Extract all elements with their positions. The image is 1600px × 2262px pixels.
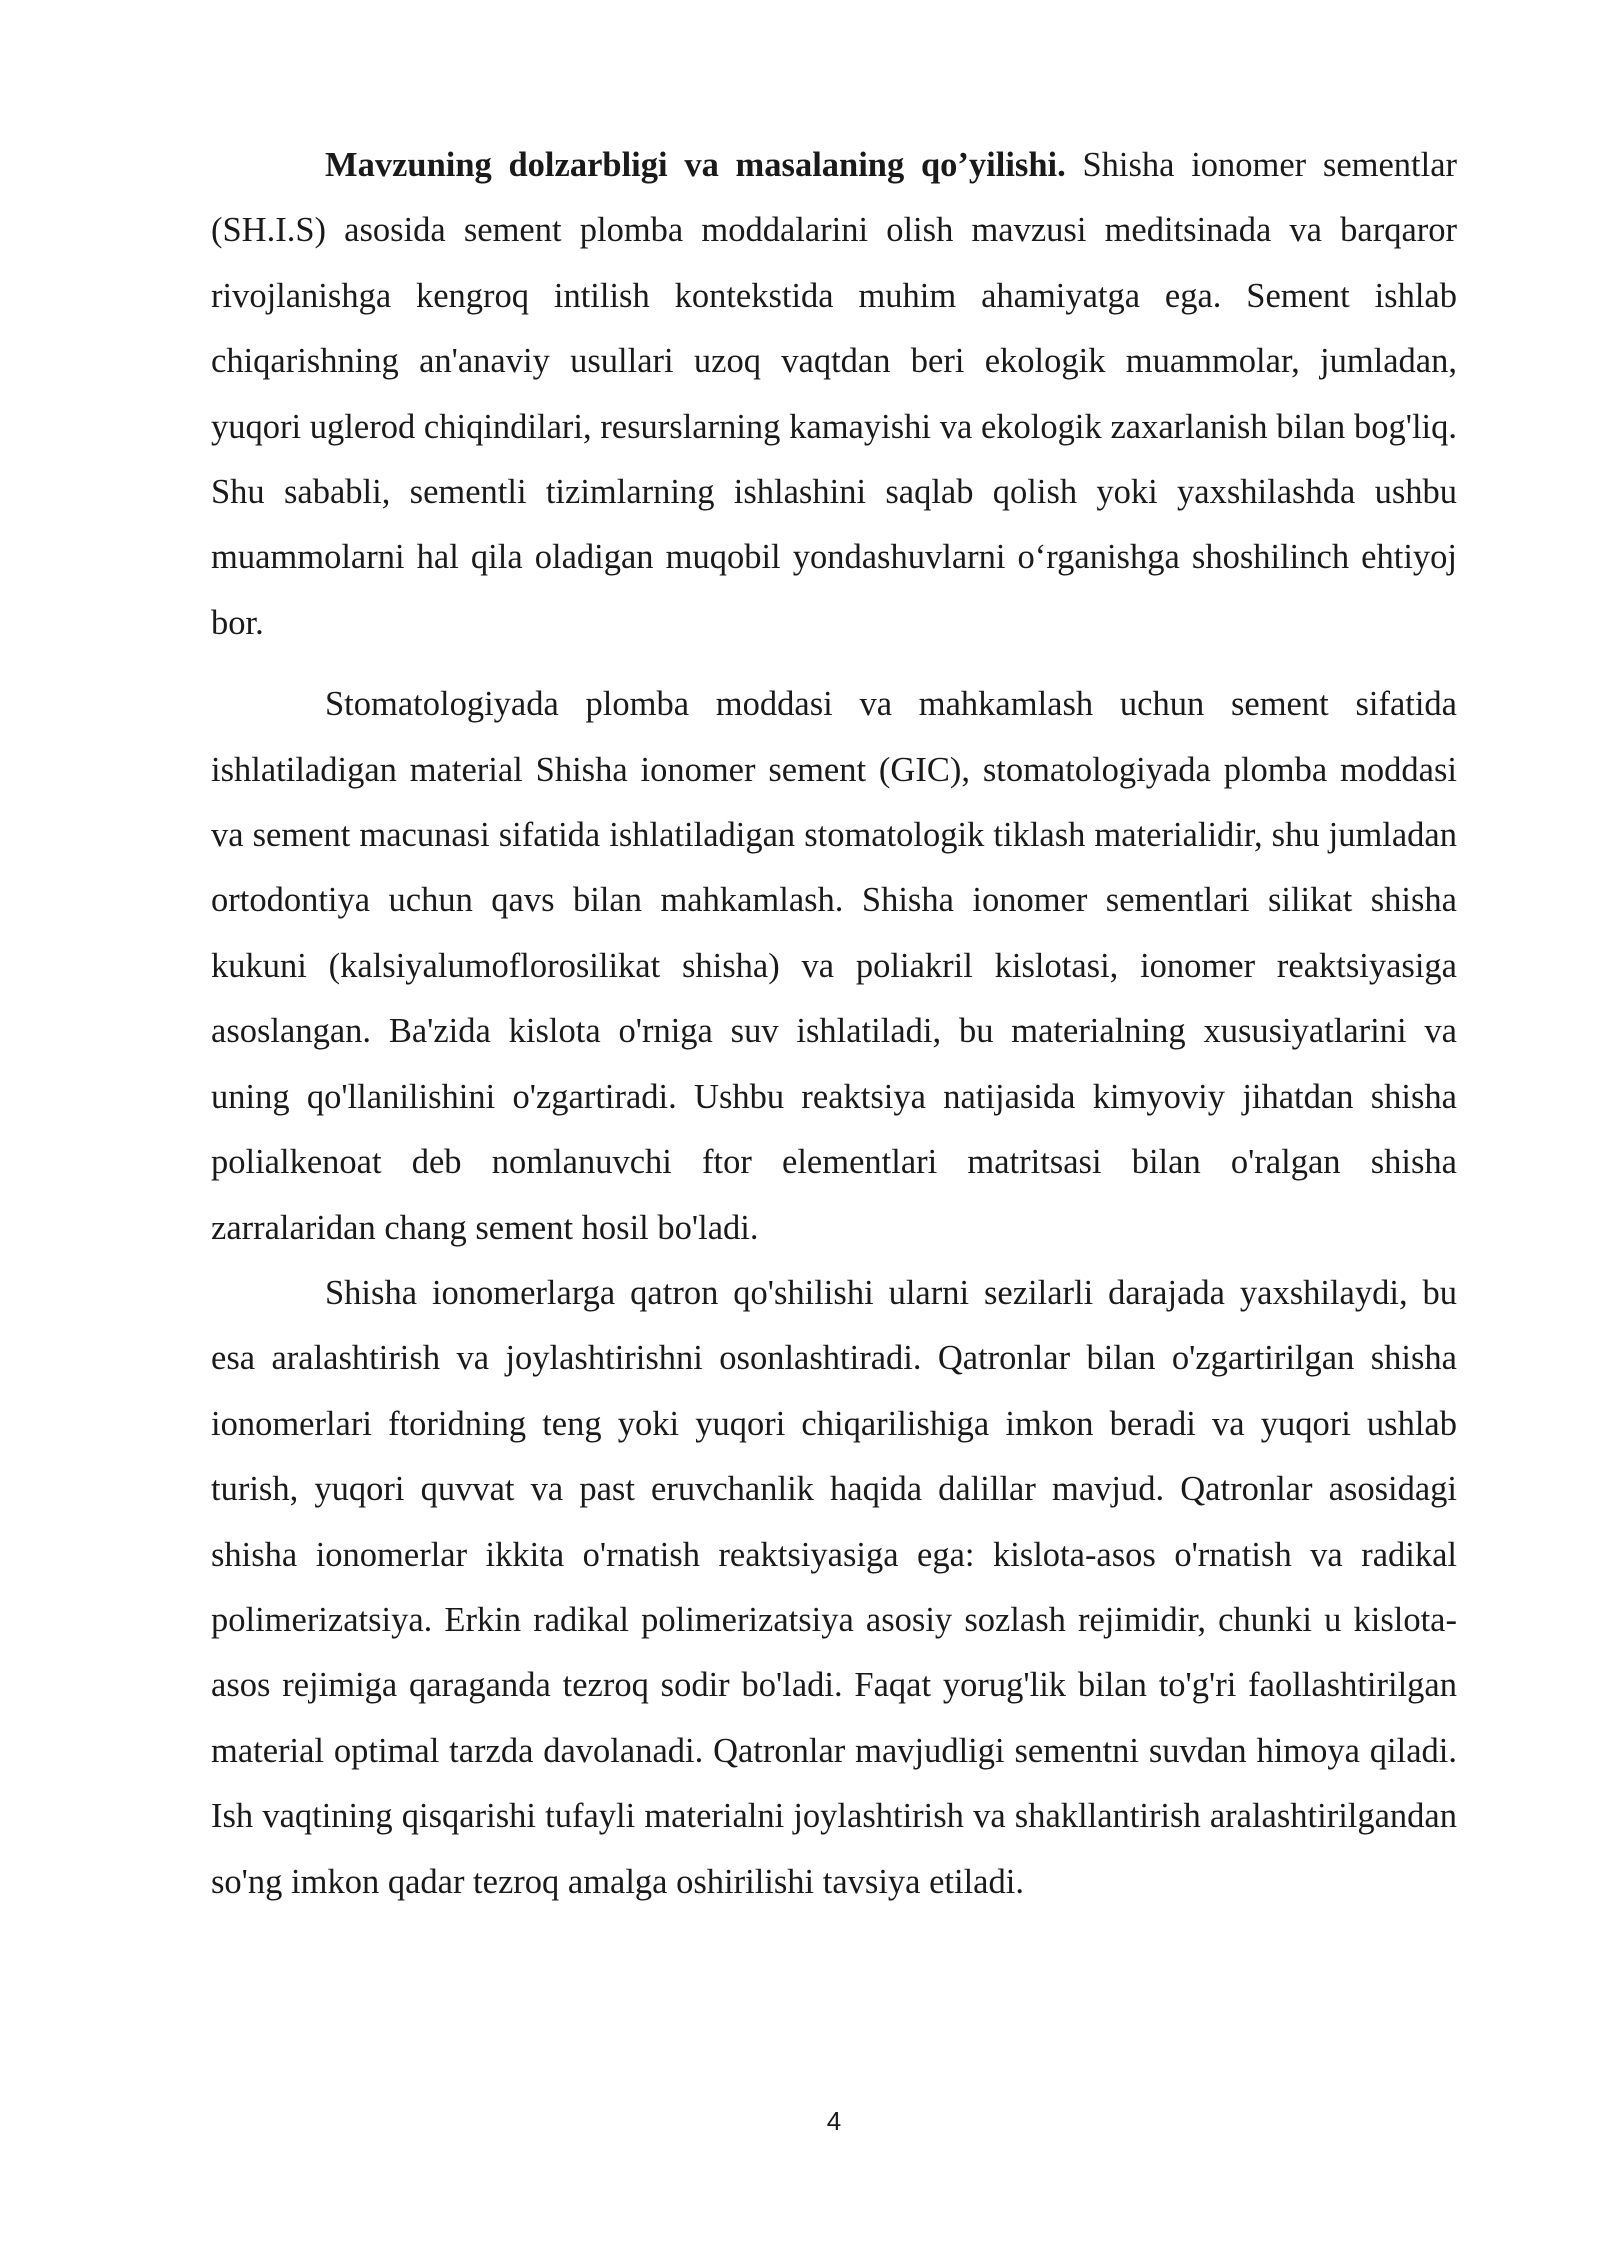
paragraph-resin-modified <box>211 1261 1457 1915</box>
paragraph-gic-definition <box>211 672 1457 1261</box>
paragraph-relevance <box>211 133 1457 656</box>
paragraph-text: Stomatologiyada plomba moddasi va mahkamlash uchun sement sifatida ishlatiladigan material Shisha ionomer sement (GIC), stomatologiyada plomba moddasi va sement macunasi sifatida ishlatiladigan stomatologik tiklash materialidir, shu jumladan ortodontiya uchun qavs bilan mahkamlash. Shisha ionomer sementlari silikat shisha kukuni (kalsiyalumoflorosilikat shisha) va poliakril kislotasi, ionomer reaktsiyasiga asoslangan. Ba'zida kislota o'rniga suv ishlatiladi, bu materialning xususiyatlarini va uning qo'llanilishini o'zgartiradi. Ushbu reaktsiya natijasida kimyoviy jihatdan shisha polialkenoat deb nomlanuvchi ftor elementlari matritsasi bilan o'ralgan shisha zarralaridan chang sement hosil bo'ladi. <box>211 685 1457 1247</box>
page-number: 4 <box>826 2106 842 2136</box>
paragraph-text: Shisha ionomer sementlar (SH.I.S) asosida sement plomba moddalarini olish mavzusi meditsinada va barqaror rivojlanishga kengroq intilish kontekstida muhim ahamiyatga ega. Sement ishlab chiqarishning an'anaviy usullari uzoq vaqtdan beri ekologik muammolar, jumladan, yuqori uglerod chiqindilari, resurslarning kamayishi va ekologik zaxarlanish bilan bog'liq. Shu sababli, sementli tizimlarning ishlashini saqlab qolish yoki yaxshilashda ushbu muammolarni hal qila oladigan muqobil yondashuvlarni o‘rganishga shoshilinch ehtiyoj bor. <box>211 146 1458 642</box>
body-text <box>211 133 1457 1915</box>
paragraph-text: Shisha ionomerlarga qatron qo'shilishi ularni sezilarli darajada yaxshilaydi, bu esa aralashtirish va joylashtirishni osonlashtiradi. Qatronlar bilan o'zgartirilgan shisha ionomerlari ftoridning teng yoki yuqori chiqarilishiga imkon beradi va yuqori ushlab turish, yuqori quvvat va past eruvchanlik haqida dalillar mavjud. Qatronlar asosidagi shisha ionomerlar ikkita o'rnatish reaktsiyasiga ega: kislota-asos o'rnatish va radikal polimerizatsiya. Erkin radikal polimerizatsiya asosiy sozlash rejimidir, chunki u kislota-asos rejimiga qaraganda tezroq sodir bo'ladi. Faqat yorug'lik bilan to'g'ri faollashtirilgan material optimal tarzda davolanadi. Qatronlar mavjudligi sementni suvdan himoya qiladi. Ish vaqtining qisqarishi tufayli materialni joylashtirish va shakllantirish aralashtirilgandan so'ng imkon qadar tezroq amalga oshirilishi tavsiya etiladi. <box>211 1273 1457 1901</box>
section-heading: Mavzuning dolzarbligi va masalaning qo’yilishi. <box>325 146 1066 184</box>
